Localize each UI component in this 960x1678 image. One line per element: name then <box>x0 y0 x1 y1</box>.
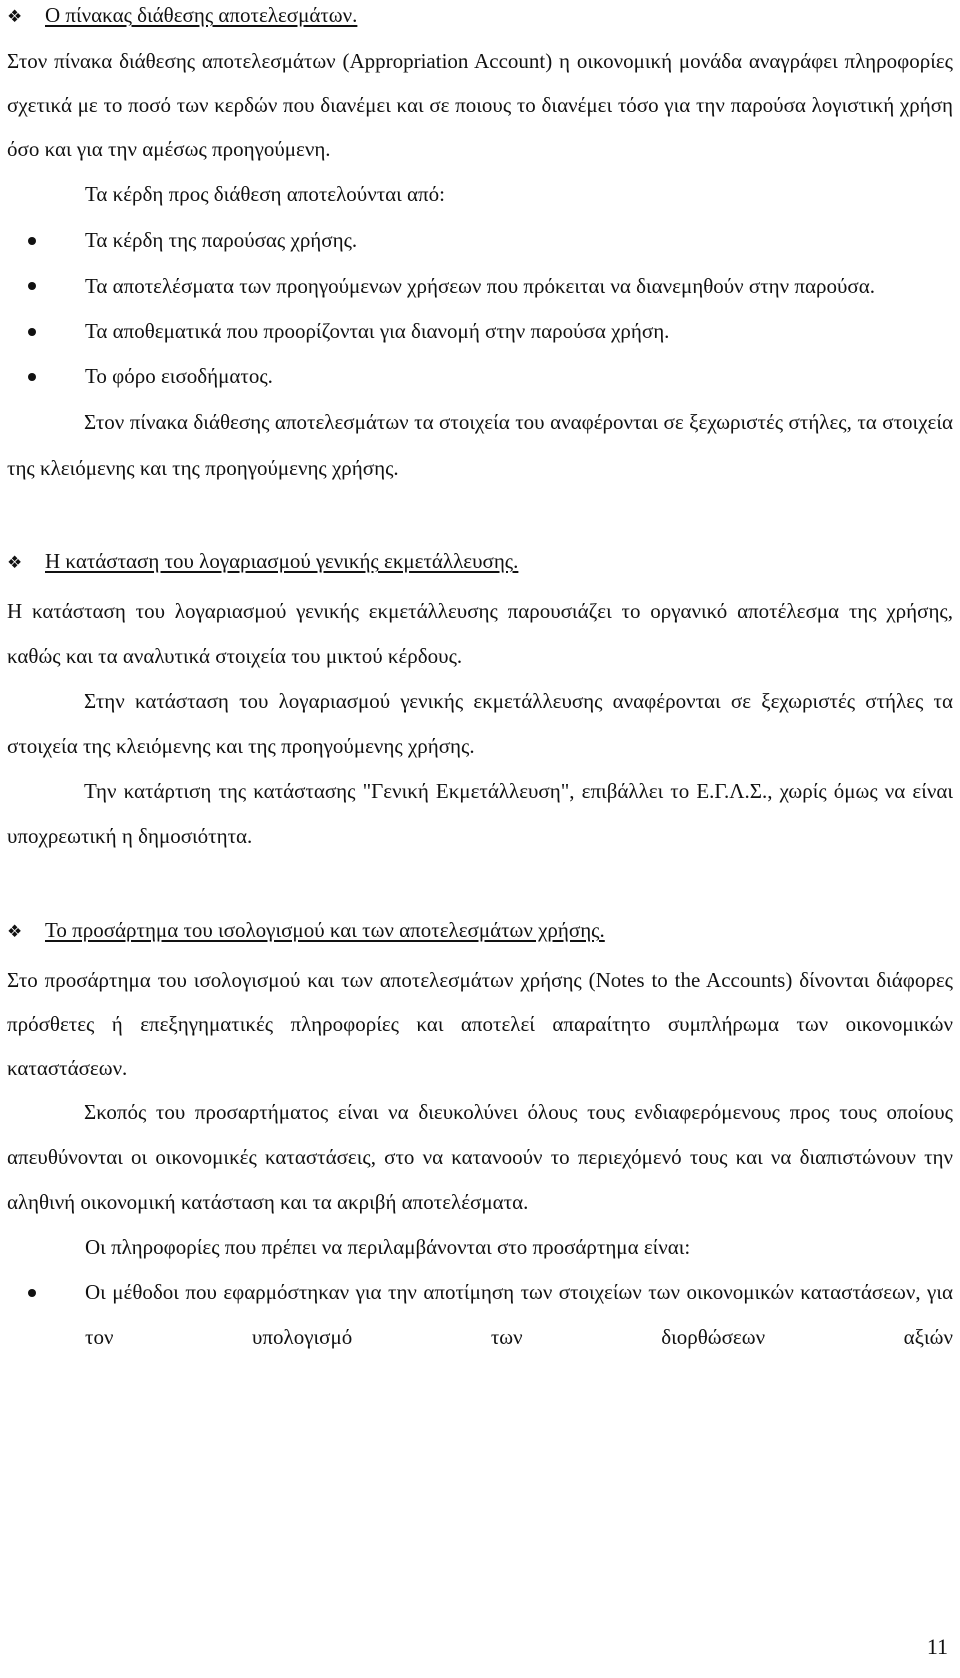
section1-lead: Τα κέρδη προς διάθεση αποτελούνται από: <box>85 182 445 206</box>
section1-intro: Στον πίνακα διάθεσης αποτελεσμάτων (Appropriation Account) η οικονομική μονάδα αναγράφει πληροφορίες σχετικά με το ποσό των κερδών που διανέμει και σε ποιους το διανέμει τόσο για την παρούσα λογιστική χρήση όσο και για την αμέσως προηγούμενη. <box>7 49 953 161</box>
diamond-bullet-icon: ❖ <box>7 553 23 572</box>
section3-heading: ❖ Το προσάρτημα του ισολογισμού και των αποτελεσμάτων χρήσης. <box>7 913 953 958</box>
section3-paragraph-2: Σκοπός του προσαρτήματος είναι να διευκολύνει όλους τους ενδιαφερόμενους προς τους οποίους απευθύνονται οι οικονομικές καταστάσεις, στο να κατανοούν το περιεχόμενό τους και να διαπιστώνουν την αληθινή οικονομική κατάσταση και τα ακριβή αποτελέσματα. <box>7 1100 953 1214</box>
section3-bullet-list <box>7 1270 953 1360</box>
section3-lead: Οι πληροφορίες που πρέπει να περιλαμβάνονται στο προσάρτημα είναι: <box>85 1235 691 1259</box>
list-item: Τα αποθεματικά που προορίζονται για διανομή στην παρούσα χρήση. <box>7 309 953 354</box>
document-page <box>7 0 953 1360</box>
section2-paragraph-1: Η κατάσταση του λογαριασμού γενικής εκμετάλλευσης παρουσιάζει το οργανικό αποτέλεσμα της χρήσης, καθώς και τα αναλυτικά στοιχεία του μικτού κέρδους. <box>7 599 953 668</box>
list-item: Τα αποτελέσματα των προηγούμενων χρήσεων που πρόκειται να διανεμηθούν στην παρούσα. <box>7 263 953 309</box>
list-item: Τα κέρδη της παρούσας χρήσης. <box>7 218 953 263</box>
section1-bullet-list <box>7 218 953 399</box>
section1-closing: Στον πίνακα διάθεσης αποτελεσμάτων τα στοιχεία του αναφέρονται σε ξεχωριστές στήλες, τα στοιχεία της κλειόμενης και της προηγούμενης χρήσης. <box>7 410 953 480</box>
page-number: 11 <box>926 1634 948 1659</box>
diamond-bullet-icon: ❖ <box>7 922 23 941</box>
section2-paragraph-3: Την κατάρτιση της κατάστασης "Γενική Εκμετάλλευση", επιβάλλει το Ε.Γ.Λ.Σ., χωρίς όμως να είναι υποχρεωτική η δημοσιότητα. <box>7 779 953 848</box>
section1-heading: ❖ Ο πίνακας διάθεσης αποτελεσμάτων. <box>7 0 953 39</box>
list-item: Το φόρο εισοδήματος. <box>7 354 953 399</box>
diamond-bullet-icon: ❖ <box>7 7 23 26</box>
section2-heading: ❖ Η κατάσταση του λογαριασμού γενικής εκμετάλλευσης. <box>7 544 953 589</box>
section2-paragraph-2: Στην κατάσταση του λογαριασμού γενικής εκμετάλλευσης αναφέρονται σε ξεχωριστές στήλες τα στοιχεία της κλειόμενης και της προηγούμενης χρήσης. <box>7 689 953 758</box>
section3-paragraph-1: Στο προσάρτημα του ισολογισμού και των αποτελεσμάτων χρήσης (Notes to the Accounts) δίνονται διάφορες πρόσθετες ή επεξηγηματικές πληροφορίες και αποτελεί απαραίτητο συμπλήρωμα των οικονομικών καταστάσεων. <box>7 968 953 1080</box>
list-item: Οι μέθοδοι που εφαρμόστηκαν για την αποτίμηση των στοιχείων των οικονομικών καταστάσεων, για τον υπολογισμό των διορθώσεων αξιών <box>7 1270 953 1360</box>
